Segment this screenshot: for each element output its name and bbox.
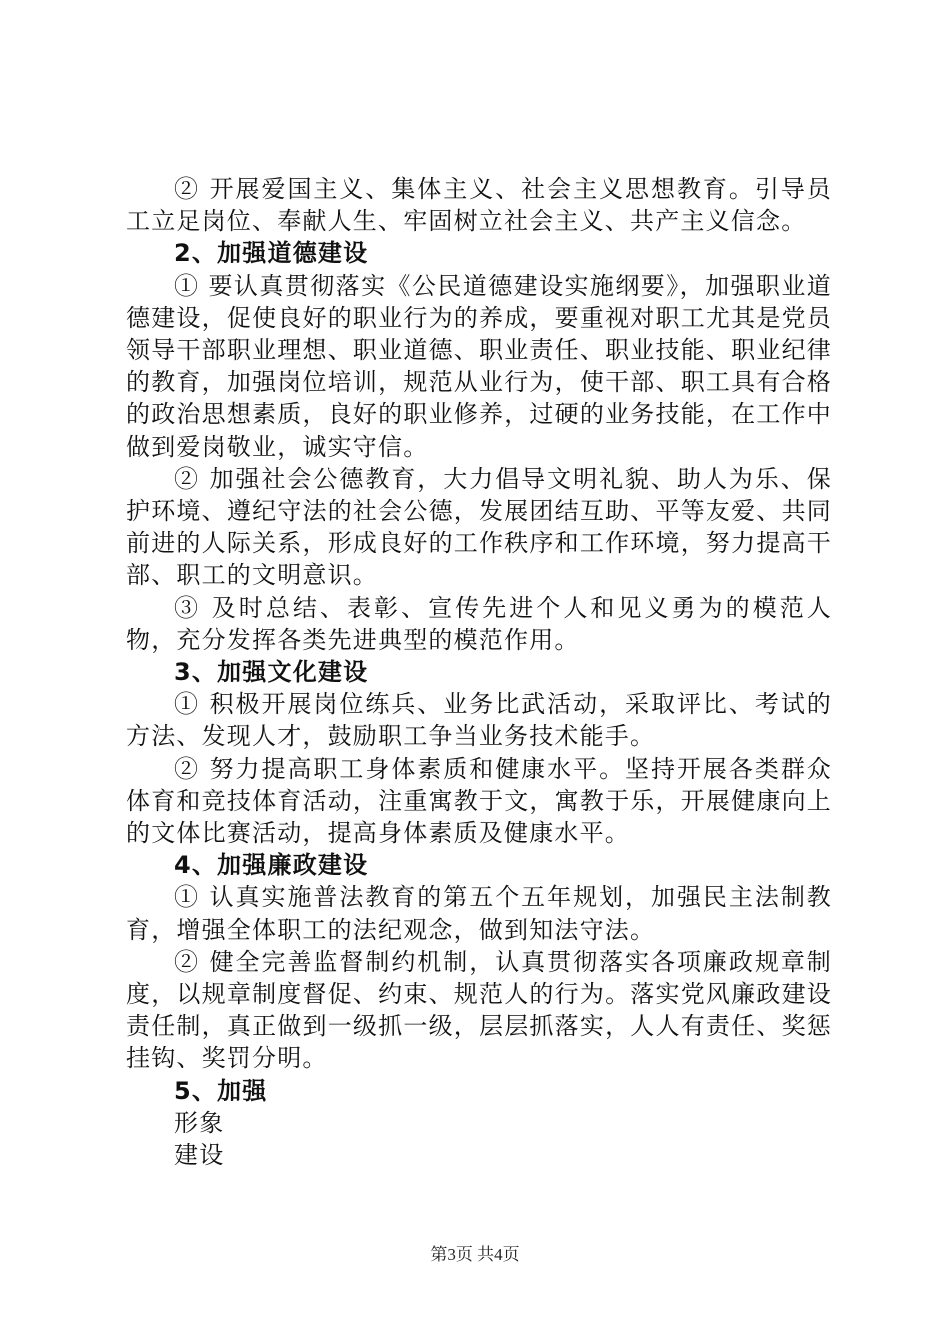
paragraph: ① 要认真贯彻落实《公民道德建设实施纲要》，加强职业道德建设，促使良好的职业行为的养成，要重视对职工尤其是党员领导干部职业理想、职业道德、职业责任、职业技能、职业纪律的教育，加强岗位培训，规范从业行为，使干部、职工具有合格的政治思想素质，良好的职业修养，过硬的业务技能，在工作中做到爱岗敬业，诚实守信。 [126, 271, 832, 461]
paragraph: ② 健全完善监督制约机制，认真贯彻落实各项廉政规章制度，以规章制度督促、约束、规范人的行为。落实党风廉政建设责任制，真正做到一级抓一级，层层抓落实，人人有责任、奖惩挂钩、奖罚分明。 [126, 947, 832, 1073]
page-number-footer: 第3页 共4页 [430, 1245, 520, 1264]
section-heading: 4、加强廉政建设 [174, 851, 369, 880]
document-body [126, 173, 832, 1171]
section-heading: 5、加强 [174, 1076, 268, 1105]
heading-continuation: 建设 [174, 1141, 225, 1170]
section-heading: 2、加强道德建设 [174, 239, 369, 268]
heading-continuation: 形象 [174, 1108, 225, 1137]
paragraph: ② 开展爱国主义、集体主义、社会主义思想教育。引导员工立足岗位、奉献人生、牢固树立社会主义、共产主义信念。 [126, 175, 832, 236]
paragraph: ② 努力提高职工身体素质和健康水平。坚持开展各类群众体育和竞技体育活动，注重寓教于文，寓教于乐，开展健康向上的文体比赛活动，提高身体素质及健康水平。 [126, 754, 832, 848]
paragraph: ② 加强社会公德教育，大力倡导文明礼貌、助人为乐、保护环境、遵纪守法的社会公德，发展团结互助、平等友爱、共同前进的人际关系，形成良好的工作秩序和工作环境，努力提高干部、职工的文明意识。 [126, 464, 832, 590]
paragraph: ① 积极开展岗位练兵、业务比武活动，采取评比、考试的方法、发现人才，鼓励职工争当业务技术能手。 [126, 690, 832, 751]
paragraph: ① 认真实施普法教育的第五个五年规划，加强民主法制教育，增强全体职工的法纪观念，做到知法守法。 [126, 883, 832, 944]
paragraph: ③ 及时总结、表彰、宣传先进个人和见义勇为的模范人物，充分发挥各类先进典型的模范作用。 [126, 593, 832, 654]
section-heading: 3、加强文化建设 [174, 658, 369, 687]
